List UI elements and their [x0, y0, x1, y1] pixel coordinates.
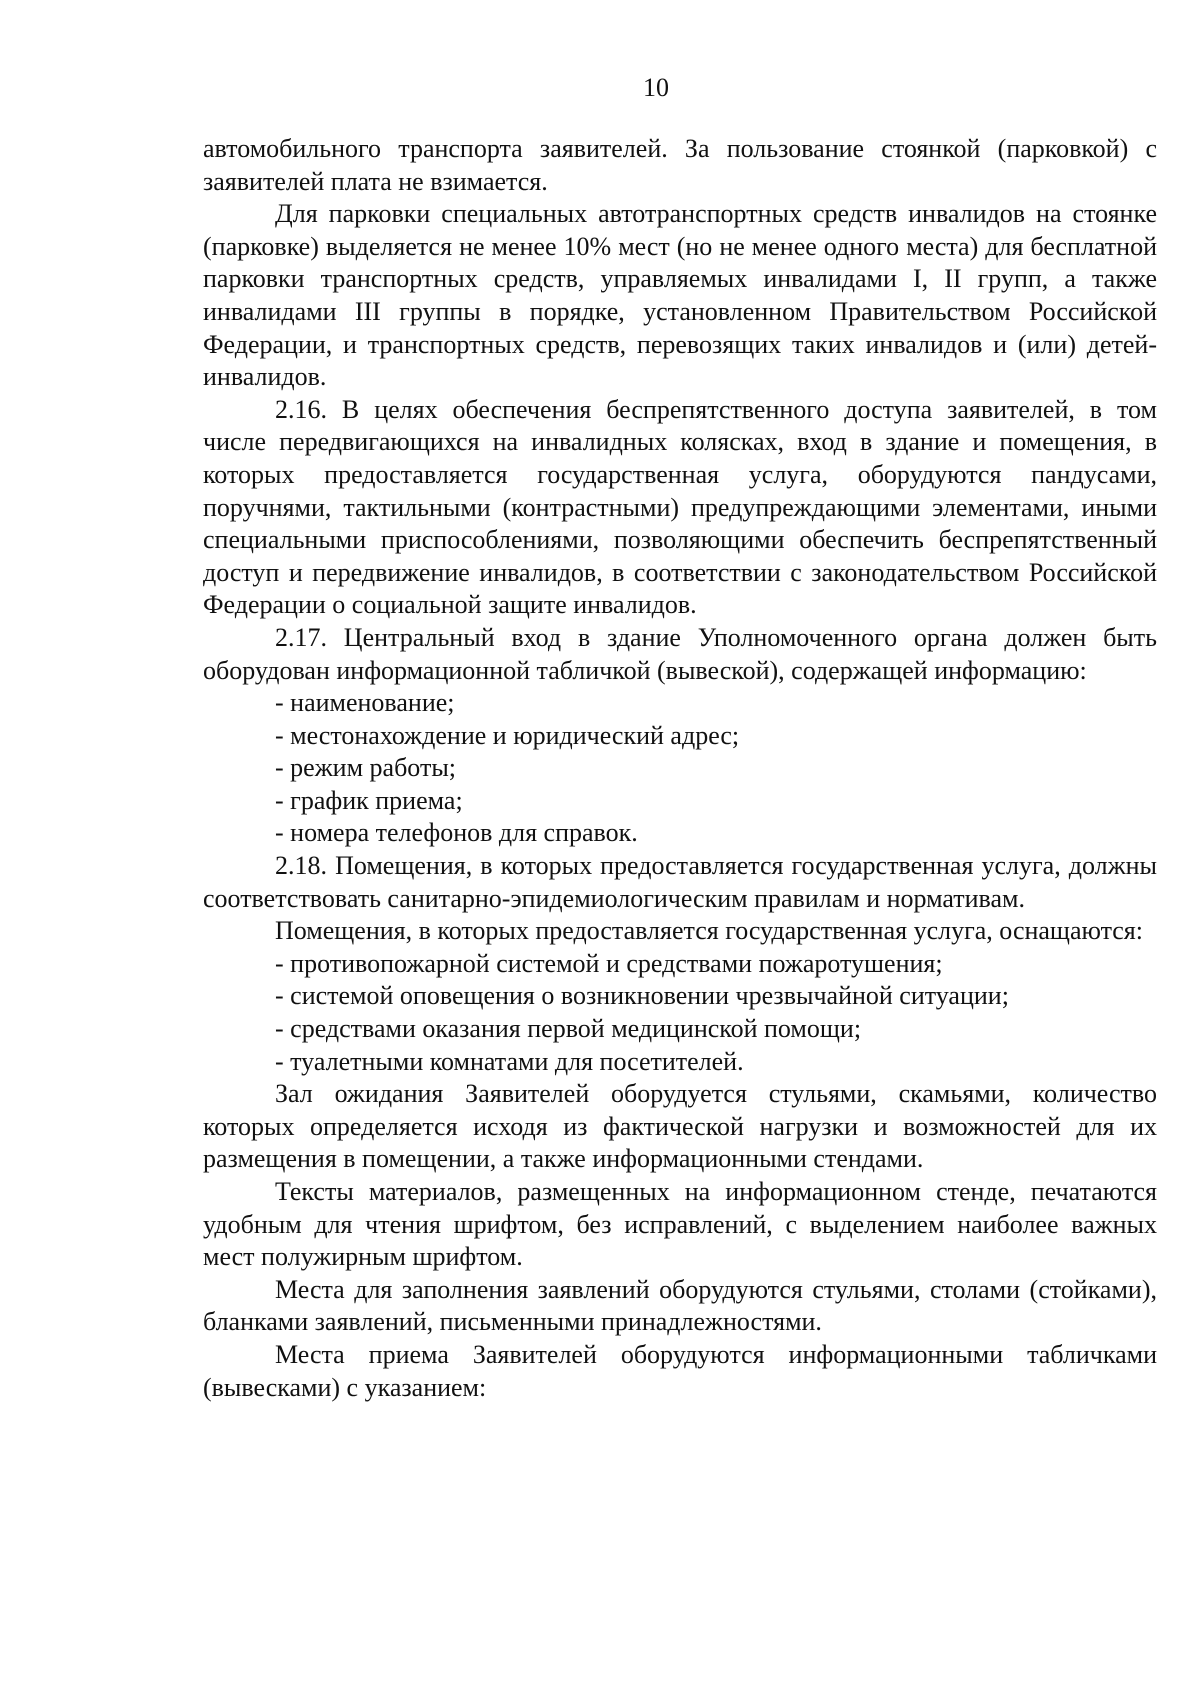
- list-item: - туалетными комнатами для посетителей.: [275, 1046, 744, 1076]
- paragraph: Зал ожидания Заявителей оборудуется стульями, скамьями, количество которых определяется исходя из фактической нагрузки и возможностей для их размещения в помещении, а также информационными стендами.: [203, 1079, 1157, 1174]
- list-item: - средствами оказания первой медицинской помощи;: [275, 1014, 862, 1044]
- list-item: - номера телефонов для справок.: [275, 818, 638, 848]
- paragraph: Тексты материалов, размещенных на информационном стенде, печатаются удобным для чтения шрифтом, без исправлений, с выделением наиболее важных мест полужирным шрифтом.: [203, 1177, 1157, 1272]
- paragraph: автомобильного транспорта заявителей. За пользование стоянкой (парковкой) с заявителей плата не взимается.: [203, 134, 1157, 196]
- paragraph: 2.17. Центральный вход в здание Уполномоченного органа должен быть оборудован информационной табличкой (вывеской), содержащей информацию:: [203, 622, 1157, 685]
- list-item: - системой оповещения о возникновении чрезвычайной ситуации;: [275, 981, 1009, 1011]
- paragraph: Для парковки специальных автотранспортных средств инвалидов на стоянке (парковке) выделяется не менее 10% мест (но не менее одного места) для бесплатной парковки транспортных средств, управляемых инвалидами I, II групп, а также инвалидами III группы в порядке, установленном Правительством Российской Федерации, и транспортных средств, перевозящих таких инвалидов и (или) детей-инвалидов.: [203, 199, 1157, 392]
- list-item: - противопожарной системой и средствами пожаротушения;: [275, 948, 943, 978]
- document-body: [203, 133, 1157, 1404]
- page-number: 10: [643, 73, 669, 102]
- paragraph: Места для заполнения заявлений оборудуются стульями, столами (стойками), бланками заявлений, письменными принадлежностями.: [203, 1274, 1157, 1337]
- list-item: - местонахождение и юридический адрес;: [275, 720, 740, 750]
- paragraph: Помещения, в которых предоставляется государственная услуга, оснащаются:: [275, 916, 1143, 946]
- list-item: - режим работы;: [275, 753, 457, 783]
- paragraph: 2.16. В целях обеспечения беспрепятственного доступа заявителей, в том числе передвигающихся на инвалидных колясках, вход в здание и помещения, в которых предоставляется государственная услуга, оборудуются пандусами, поручнями, тактильными (контрастными) предупреждающими элементами, иными специальными приспособлениями, позволяющими обеспечить беспрепятственный доступ и передвижение инвалидов, в соответствии с законодательством Российской Федерации о социальной защите инвалидов.: [203, 394, 1157, 620]
- list-item: - наименование;: [275, 688, 455, 718]
- paragraph: 2.18. Помещения, в которых предоставляется государственная услуга, должны соответствовать санитарно-эпидемиологическим правилам и нормативам.: [203, 851, 1157, 913]
- list-item: - график приема;: [275, 785, 463, 815]
- paragraph: Места приема Заявителей оборудуются информационными табличками (вывесками) с указанием:: [203, 1339, 1157, 1402]
